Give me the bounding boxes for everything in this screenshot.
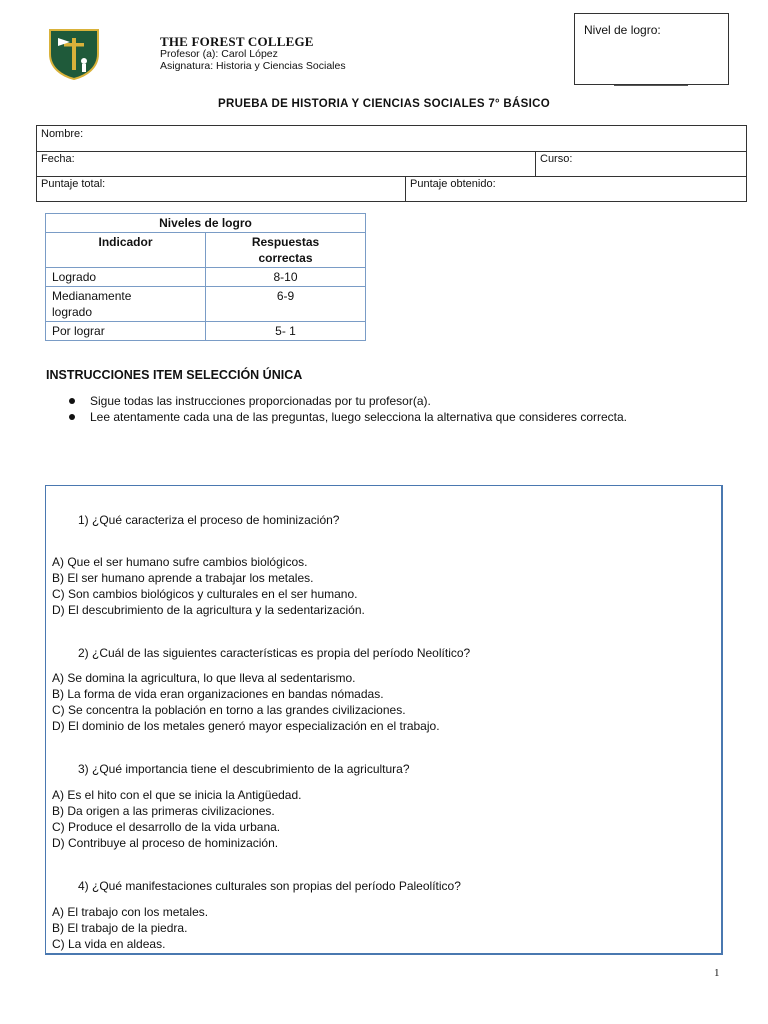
obtained-score-field[interactable]: Puntaje obtenido: bbox=[410, 178, 496, 190]
option-d[interactable]: D) Contribuye al proceso de hominización. bbox=[52, 836, 279, 850]
table-row bbox=[46, 322, 366, 341]
college-crest-logo bbox=[48, 28, 100, 80]
list-item bbox=[66, 409, 749, 425]
instructions-list bbox=[66, 393, 749, 425]
test-title: PRUEBA DE HISTORIA Y CIENCIAS SOCIALES 7° BÁSICO bbox=[218, 98, 550, 110]
question-3-options bbox=[52, 787, 302, 851]
college-name: THE FOREST COLLEGE bbox=[160, 34, 314, 49]
achievement-level-line bbox=[614, 85, 688, 86]
option-b[interactable]: B) Da origen a las primeras civilizaciones. bbox=[52, 804, 275, 818]
option-c[interactable]: C) Se concentra la población en torno a las grandes civilizaciones. bbox=[52, 703, 406, 717]
option-d[interactable]: D) El dominio de los metales generó mayor especialización en el trabajo. bbox=[52, 719, 440, 733]
option-c[interactable]: C) Son cambios biológicos y culturales en el ser humano. bbox=[52, 587, 358, 601]
levels-table-caption: Niveles de logro bbox=[46, 214, 366, 233]
achievement-level-label: Nivel de logro: bbox=[584, 23, 661, 37]
subject-name: Asignatura: Historia y Ciencias Sociales bbox=[160, 60, 346, 72]
indicator-cell bbox=[46, 287, 206, 322]
question-1-options bbox=[52, 554, 365, 618]
student-info-table bbox=[36, 125, 747, 202]
option-a[interactable]: A) Que el ser humano sufre cambios biológicos. bbox=[52, 555, 308, 569]
name-field[interactable]: Nombre: bbox=[41, 128, 84, 140]
question-4-options bbox=[52, 904, 208, 952]
question-2: 2) ¿Cuál de las siguientes características es propia del período Neolítico? bbox=[78, 646, 471, 660]
option-c[interactable]: C) La vida en aldeas. bbox=[52, 937, 166, 951]
indicator-cell: Por lograr bbox=[46, 322, 206, 341]
table-row bbox=[46, 287, 366, 322]
course-field[interactable]: Curso: bbox=[540, 153, 573, 165]
total-score-field[interactable]: Puntaje total: bbox=[41, 178, 106, 190]
indicator-cell: Logrado bbox=[46, 268, 206, 287]
option-a[interactable]: A) Es el hito con el que se inicia la Antigüedad. bbox=[52, 788, 302, 802]
teacher-name: Profesor (a): Carol López bbox=[160, 48, 278, 60]
answers-cell: 5- 1 bbox=[206, 322, 366, 341]
achievement-levels-table bbox=[45, 213, 366, 341]
question-3: 3) ¿Qué importancia tiene el descubrimiento de la agricultura? bbox=[78, 762, 410, 776]
answers-cell: 6-9 bbox=[206, 287, 366, 322]
option-c[interactable]: C) Produce el desarrollo de la vida urbana. bbox=[52, 820, 281, 834]
table-row bbox=[46, 268, 366, 287]
page-number: 1 bbox=[714, 967, 720, 979]
option-d[interactable]: D) El descubrimiento de la agricultura y la sedentarización. bbox=[52, 603, 365, 617]
option-b[interactable]: B) El ser humano aprende a trabajar los metales. bbox=[52, 571, 314, 585]
instructions-title: INSTRUCCIONES ITEM SELECCIÓN ÚNICA bbox=[46, 368, 303, 382]
indicator-line1: Medianamente bbox=[52, 289, 132, 303]
option-a[interactable]: A) El trabajo con los metales. bbox=[52, 905, 209, 919]
row-divider bbox=[37, 151, 746, 152]
col-divider bbox=[405, 176, 406, 202]
list-item bbox=[66, 393, 749, 409]
bullet-icon bbox=[69, 398, 75, 404]
row-divider bbox=[37, 176, 746, 177]
date-field[interactable]: Fecha: bbox=[41, 153, 75, 165]
instruction-text: Lee atentamente cada una de las preguntas, luego selecciona la alternativa que consideres correcta. bbox=[90, 410, 628, 424]
answers-header-line2: correctas bbox=[258, 251, 313, 265]
option-b[interactable]: B) El trabajo de la piedra. bbox=[52, 921, 188, 935]
bullet-icon bbox=[69, 414, 75, 420]
question-4: 4) ¿Qué manifestaciones culturales son propias del período Paleolítico? bbox=[78, 879, 461, 893]
indicator-line2: logrado bbox=[52, 305, 93, 319]
answers-header bbox=[206, 233, 366, 268]
col-divider bbox=[535, 151, 536, 176]
option-a[interactable]: A) Se domina la agricultura, lo que lleva al sedentarismo. bbox=[52, 671, 356, 685]
answers-header-line1: Respuestas bbox=[251, 235, 320, 249]
instruction-text: Sigue todas las instrucciones proporcionadas por tu profesor(a). bbox=[90, 394, 431, 408]
question-2-options bbox=[52, 670, 440, 734]
option-b[interactable]: B) La forma de vida eran organizaciones en bandas nómadas. bbox=[52, 687, 384, 701]
question-1: 1) ¿Qué caracteriza el proceso de hominización? bbox=[78, 513, 340, 527]
answers-cell: 8-10 bbox=[206, 268, 366, 287]
indicator-header: Indicador bbox=[46, 233, 206, 268]
